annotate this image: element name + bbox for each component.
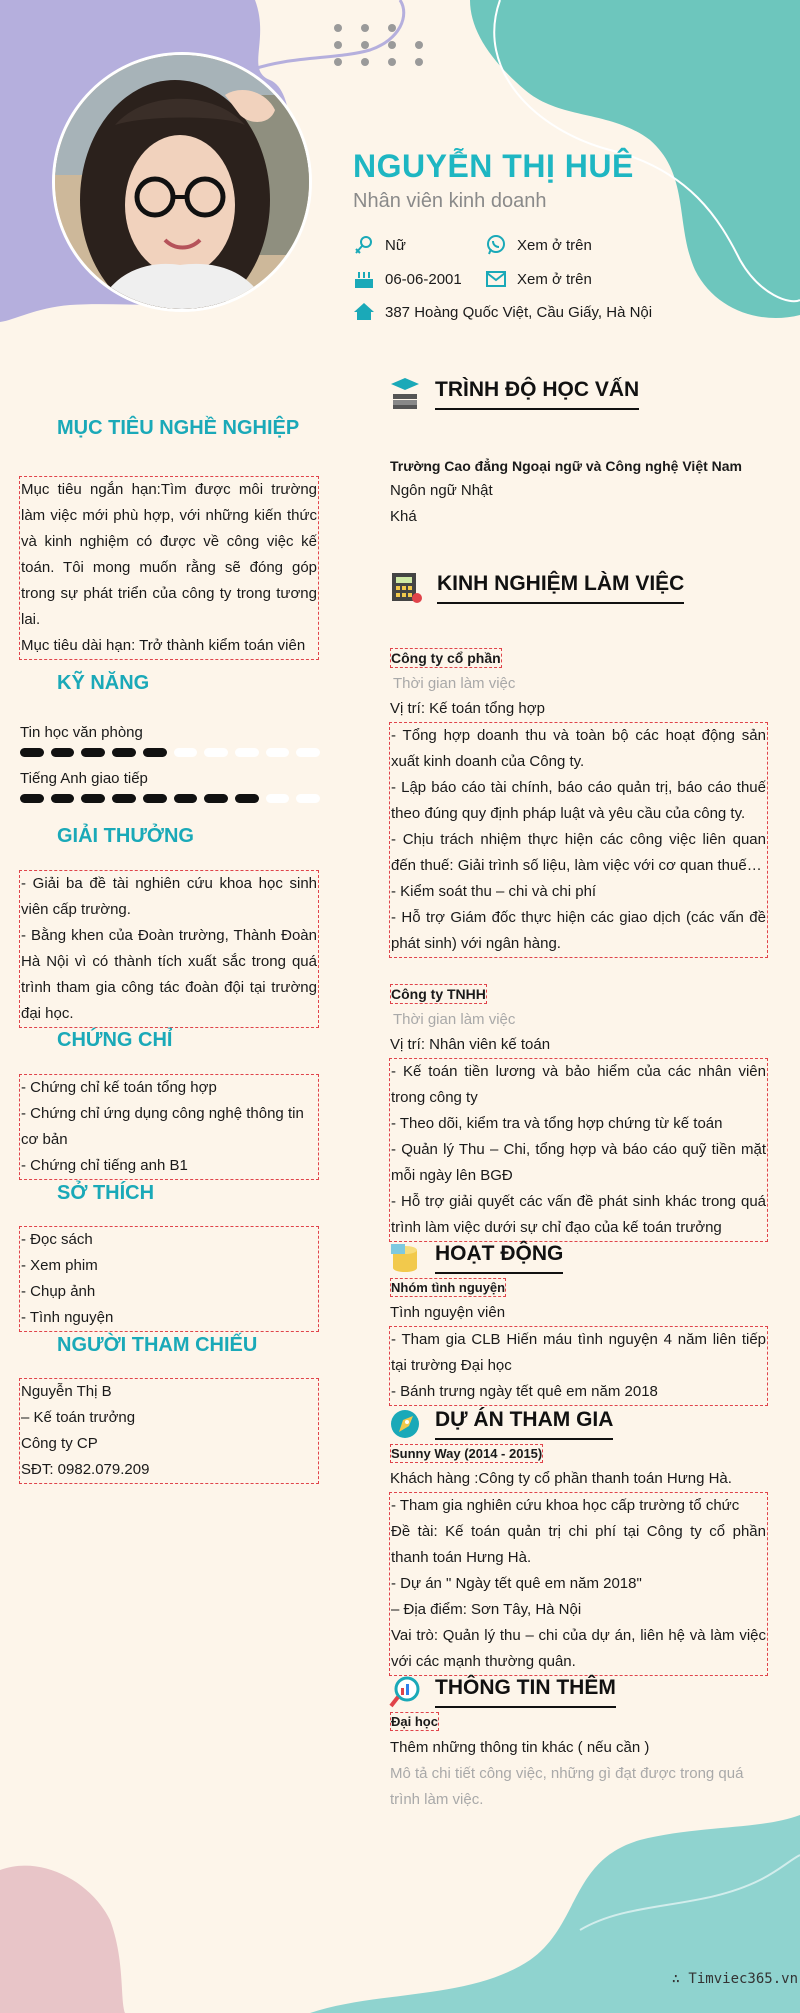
job-time: Thời gian làm việc xyxy=(393,1011,516,1028)
awards-title: GIẢI THƯỞNG xyxy=(57,825,194,847)
skill-segment xyxy=(235,748,259,757)
reference-item: SĐT: 0982.079.209 xyxy=(21,1461,150,1478)
more-info-text: Thêm những thông tin khác ( nếu cần ) xyxy=(390,1739,650,1756)
job-duty: - Lập báo cáo tài chính, báo cáo quản trị, báo cáo thuế theo đúng quy định pháp luật và yêu cầu của công ty. xyxy=(391,779,766,822)
hobby-item: - Chụp ảnh xyxy=(21,1283,96,1300)
more-info-label-wrap xyxy=(390,1712,439,1731)
project-item: Đề tài: Kế toán quản trị chi phí tại Công ty cổ phần thanh toán Hưng Hà. xyxy=(391,1523,766,1566)
certificate-item: - Chứng chỉ kế toán tổng hợp xyxy=(21,1079,217,1096)
skill-segment xyxy=(81,794,105,803)
references-title: NGƯỜI THAM CHIẾU xyxy=(57,1334,258,1356)
skill-segment xyxy=(174,794,198,803)
education-school: Trường Cao đẳng Ngoại ngữ và Công nghệ Việt Nam xyxy=(390,458,742,474)
job-company: Công ty TNHH xyxy=(391,986,486,1002)
graduation-cap-icon xyxy=(389,376,421,410)
project-rocket-icon xyxy=(389,1408,421,1440)
candidate-name: NGUYỄN THỊ HUÊ xyxy=(353,148,634,184)
activity-group-wrap xyxy=(390,1278,506,1297)
skill-segment xyxy=(20,794,44,803)
more-info-title: THÔNG TIN THÊM xyxy=(435,1676,616,1708)
skill-segment xyxy=(296,794,320,803)
gender-row xyxy=(353,234,406,256)
job-duty: - Theo dõi, kiểm tra và tổng hợp chứng từ kế toán xyxy=(391,1115,723,1132)
job-duty: - Chịu trách nhiệm thực hiện các công việc liên quan đến thuế: Giải trình số liệu, làm việc với cơ quan thuế… xyxy=(391,831,766,874)
email-row xyxy=(485,268,592,290)
job-duties-box xyxy=(389,722,768,958)
project-item: - Tham gia nghiên cứu khoa học cấp trường tổ chức xyxy=(391,1497,740,1514)
skill-segment xyxy=(174,748,198,757)
job-duty: - Kiểm soát thu – chi và chi phí xyxy=(391,883,597,900)
skill-name: Tin học văn phòng xyxy=(20,724,143,741)
portrait-illustration xyxy=(55,55,312,312)
activities-box xyxy=(389,1326,768,1406)
more-info-label: Đại học xyxy=(391,1714,438,1729)
project-item: - Dự án " Ngày tết quê em năm 2018" xyxy=(391,1575,642,1592)
job-duties-box xyxy=(389,1058,768,1242)
project-name-wrap xyxy=(390,1444,543,1463)
gender-icon xyxy=(353,234,375,256)
objective-long-term: Mục tiêu dài hạn: Trở thành kiểm toán viên xyxy=(21,637,306,654)
skill-bar-office xyxy=(20,746,320,758)
skill-segment xyxy=(51,794,75,803)
job-company: Công ty cổ phần xyxy=(391,650,501,666)
phone-row xyxy=(485,234,592,256)
experience-header xyxy=(389,570,684,604)
activities-title: HOẠT ĐỘNG xyxy=(435,1242,563,1274)
skill-segment xyxy=(143,794,167,803)
birthday-row xyxy=(353,268,462,290)
projects-header xyxy=(389,1408,613,1440)
hobby-item: - Tình nguyện xyxy=(21,1309,114,1326)
reference-item: Công ty CP xyxy=(21,1435,98,1452)
skill-bar-english xyxy=(20,792,320,804)
job-position: Vị trí: Kế toán tổng hợp xyxy=(390,700,545,717)
job-duty: - Hỗ trợ giải quyết các vấn đề phát sinh khác trong quá trình làm việc dưới sự chỉ đạo của kế toán trưởng xyxy=(391,1193,766,1236)
education-grade: Khá xyxy=(390,508,417,525)
gender-text: Nữ xyxy=(385,236,406,254)
objective-text: Mục tiêu ngắn hạn:Tìm được môi trường làm việc mới phù hợp, với những kiến thức và kinh nghiệm có được về công việc kế toán. Tôi mong muốn rằng sẽ đóng góp trong sự phát triển của công ty trong tương lai. xyxy=(21,481,317,628)
skill-segment xyxy=(266,794,290,803)
certificate-item: - Chứng chỉ ứng dụng công nghệ thông tin cơ bản xyxy=(21,1105,304,1148)
chart-magnifier-icon xyxy=(389,1676,421,1708)
education-header xyxy=(389,376,639,410)
skill-segment xyxy=(20,748,44,757)
birthday-text: 06-06-2001 xyxy=(385,270,462,288)
hobby-item: - Xem phim xyxy=(21,1257,98,1274)
activities-header xyxy=(389,1242,563,1274)
job-title: Nhân viên kinh doanh xyxy=(353,190,547,212)
more-info-header xyxy=(389,1676,616,1708)
project-name: Sunny Way (2014 - 2015) xyxy=(391,1446,543,1461)
skill-segment xyxy=(81,748,105,757)
skill-segment xyxy=(204,794,228,803)
skills-title: KỸ NĂNG xyxy=(57,672,150,694)
objective-box xyxy=(19,476,319,660)
skill-segment xyxy=(266,748,290,757)
job-2 xyxy=(390,984,487,1004)
job-time: Thời gian làm việc xyxy=(393,675,516,692)
activity-item: - Tham gia CLB Hiến máu tình nguyện 4 năm liên tiếp tại trường Đại học xyxy=(391,1331,766,1374)
job-position: Vị trí: Nhân viên kế toán xyxy=(390,1036,551,1053)
coins-icon xyxy=(389,1242,421,1274)
skill-segment xyxy=(112,794,136,803)
certificates-title: CHỨNG CHỈ xyxy=(57,1029,173,1051)
hobbies-title: SỞ THÍCH xyxy=(57,1182,155,1204)
project-item: Vai trò: Quản lý thu – chi của dự án, liên hệ và làm việc với các mạnh thường quân. xyxy=(391,1627,766,1670)
skill-name: Tiếng Anh giao tiếp xyxy=(20,770,148,787)
education-title: TRÌNH ĐỘ HỌC VẤN xyxy=(435,378,639,410)
reference-item: Nguyễn Thị B xyxy=(21,1383,112,1400)
experience-title: KINH NGHIỆM LÀM VIỆC xyxy=(437,572,684,604)
certificates-box xyxy=(19,1074,319,1180)
activity-item: - Bánh trưng ngày tết quê em năm 2018 xyxy=(391,1383,658,1400)
job-duty: - Kế toán tiền lương và bảo hiểm của các nhân viên trong công ty xyxy=(391,1063,766,1106)
address-row xyxy=(353,301,652,323)
project-item: – Địa điểm: Sơn Tây, Hà Nội xyxy=(391,1601,582,1618)
projects-box xyxy=(389,1492,768,1676)
whatsapp-icon xyxy=(485,234,507,256)
skill-segment xyxy=(51,748,75,757)
activity-role: Tình nguyện viên xyxy=(390,1304,506,1321)
activity-group: Nhóm tình nguyện xyxy=(391,1280,506,1295)
objective-title: MỤC TIÊU NGHỀ NGHIỆP xyxy=(57,417,300,439)
projects-title: DỰ ÁN THAM GIA xyxy=(435,1408,613,1440)
skill-segment xyxy=(235,794,259,803)
skill-segment xyxy=(112,748,136,757)
award-item: - Bằng khen của Đoàn trường, Thành Đoàn Hà Nội vì có thành tích xuất sắc trong quá trình tham gia công tác đoàn đội tại trường đại học. xyxy=(21,927,317,1022)
project-client: Khách hàng :Công ty cổ phần thanh toán Hưng Hà. xyxy=(390,1470,732,1487)
footer-brand: ∴ Timviec365.vn xyxy=(671,1971,798,1987)
birthday-cake-icon xyxy=(353,268,375,290)
reference-item: – Kế toán trưởng xyxy=(21,1409,136,1426)
job-duty: - Quản lý Thu – Chi, tổng hợp và báo cáo quỹ tiền mặt mỗi ngày lên BGĐ xyxy=(391,1141,766,1184)
envelope-icon xyxy=(485,268,507,290)
profile-photo xyxy=(52,52,312,312)
certificate-item: - Chứng chỉ tiếng anh B1 xyxy=(21,1157,188,1174)
job-duty: - Hỗ trợ Giám đốc thực hiện các giao dịch (các vấn đề phát sinh) với ngân hàng. xyxy=(391,909,766,952)
home-icon xyxy=(353,301,375,323)
job-duty: - Tổng hợp doanh thu và toàn bộ các hoạt động sản xuất kinh doanh của Công ty. xyxy=(391,727,766,770)
hobbies-box xyxy=(19,1226,319,1332)
job-1 xyxy=(390,648,502,668)
skill-segment xyxy=(296,748,320,757)
more-info-desc: Mô tả chi tiết công việc, những gì đạt được trong quá trình làm việc. xyxy=(390,1765,744,1808)
address-text: 387 Hoàng Quốc Việt, Cầu Giấy, Hà Nội xyxy=(385,303,653,321)
education-major: Ngôn ngữ Nhật xyxy=(390,482,493,499)
phone-text: Xem ở trên xyxy=(517,236,592,254)
email-text: Xem ở trên xyxy=(517,270,592,288)
awards-box xyxy=(19,870,319,1028)
calculator-icon xyxy=(389,570,423,604)
skill-segment xyxy=(204,748,228,757)
hobby-item: - Đọc sách xyxy=(21,1231,93,1248)
references-box xyxy=(19,1378,319,1484)
award-item: - Giải ba đề tài nghiên cứu khoa học sinh viên cấp trường. xyxy=(21,875,317,918)
skill-segment xyxy=(143,748,167,757)
